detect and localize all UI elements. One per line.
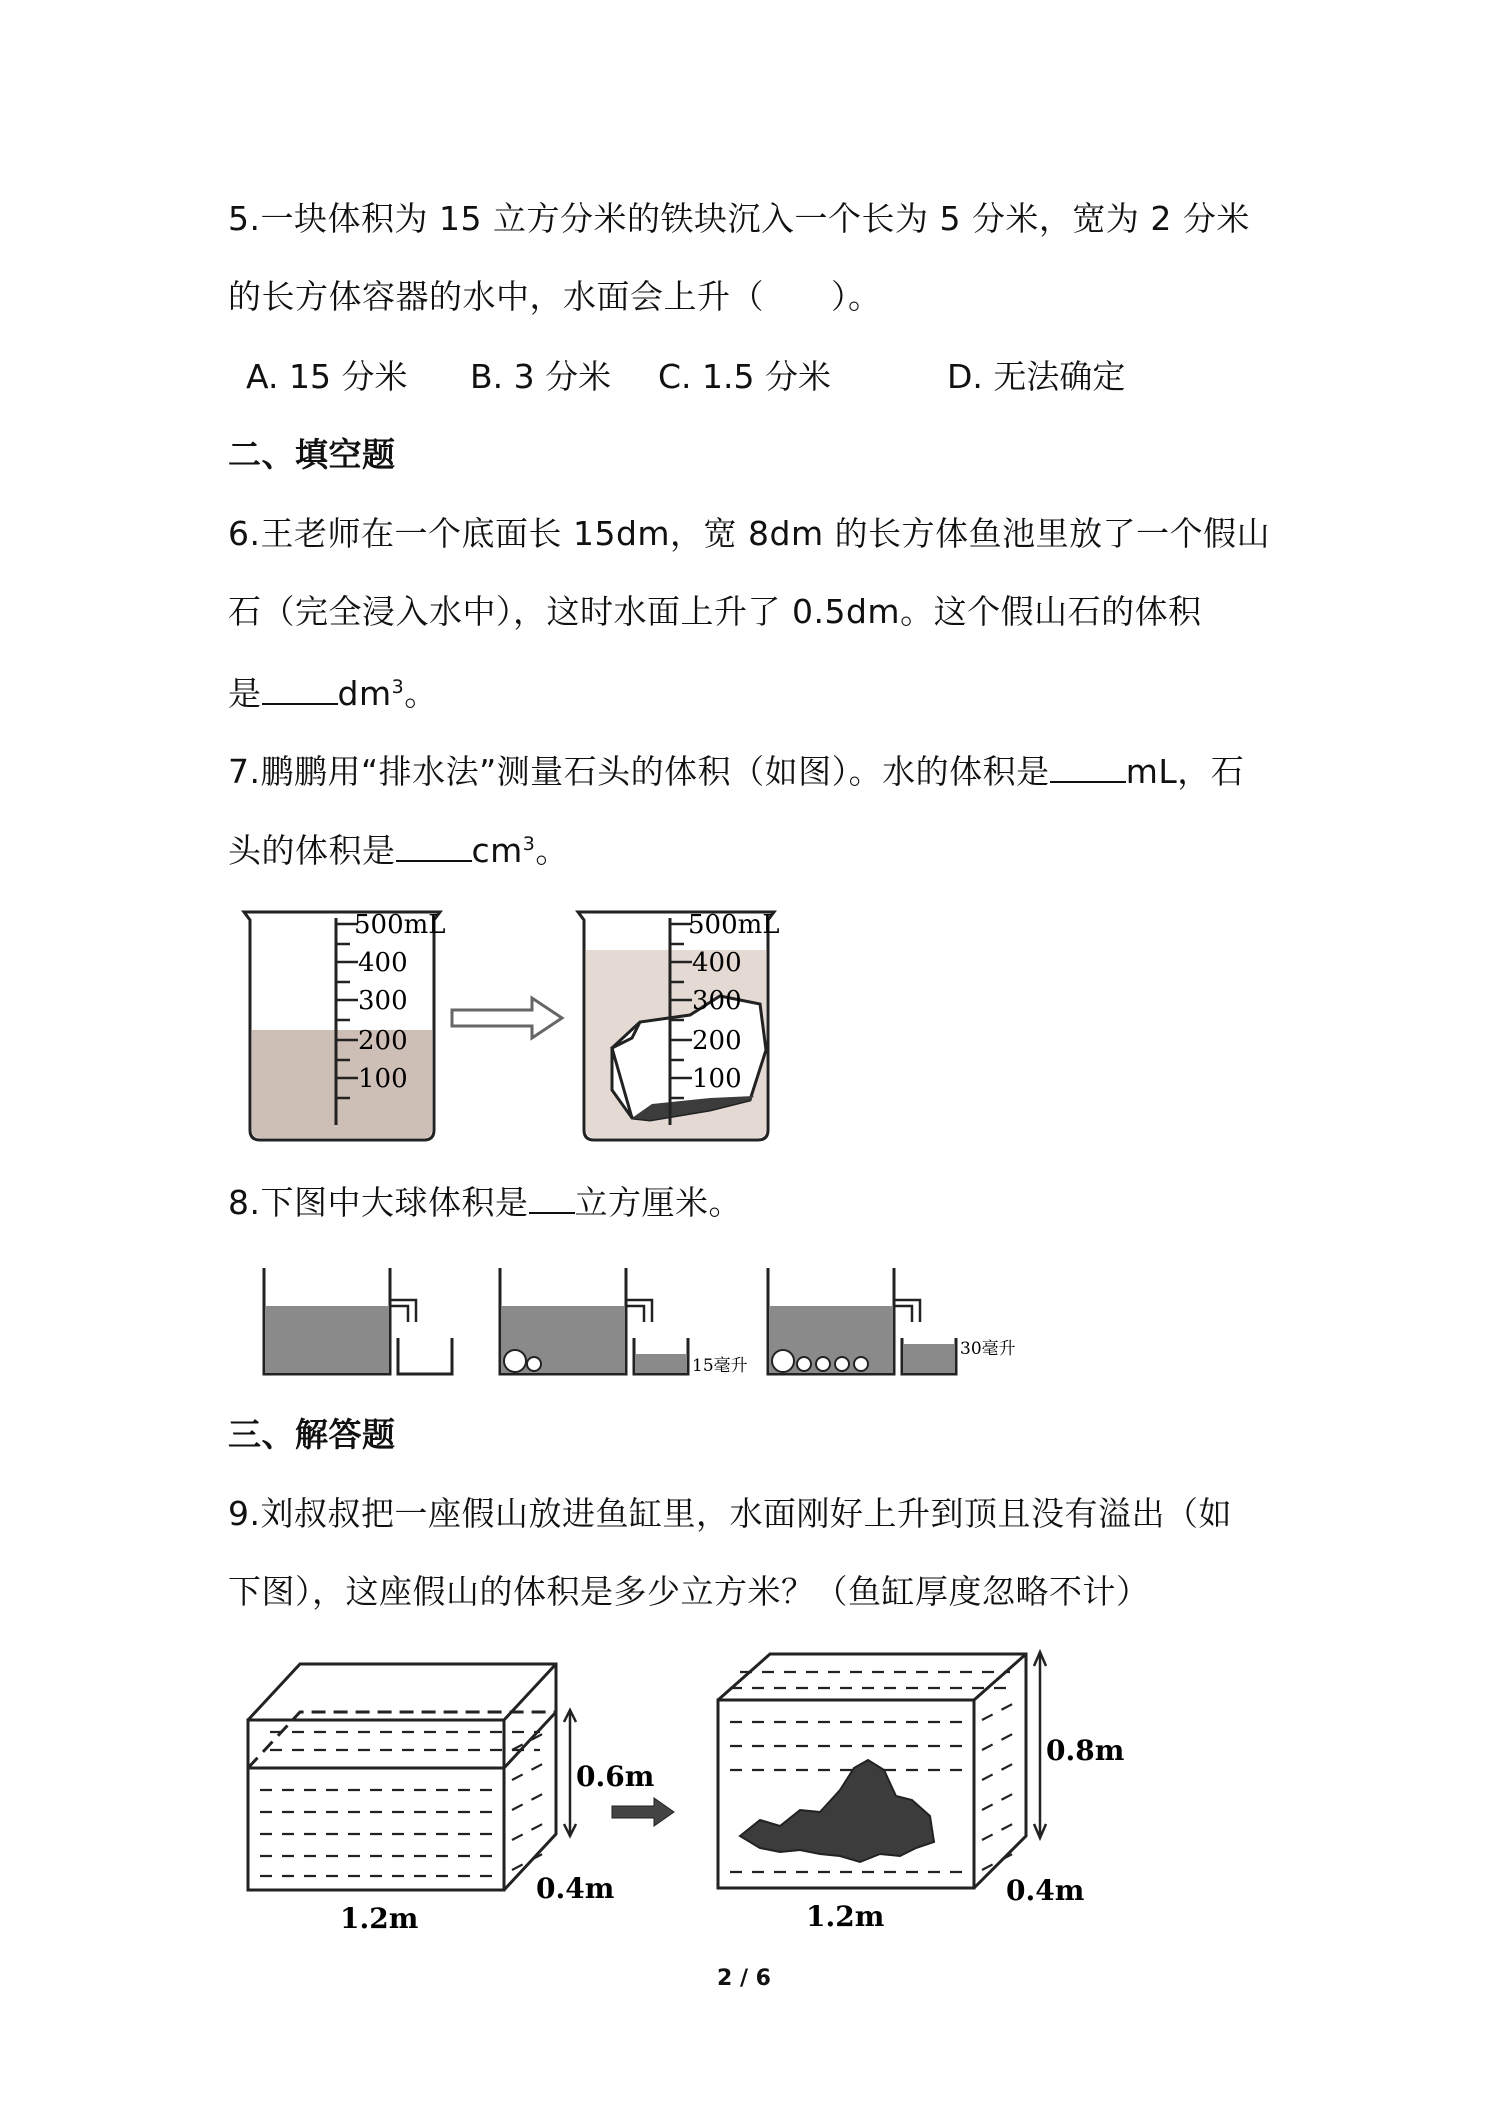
q9-right-length: 1.2m [806,1900,885,1933]
scale-label-400: 400 [358,948,408,978]
q5-line-1: 5.一块体积为 15 立方分米的铁块沉入一个长为 5 分米，宽为 2 分米 [228,199,1250,238]
q8-label-15ml: 15毫升 [692,1356,748,1376]
q5-option-c: C. 1.5 分米 [658,357,831,396]
q5-option-d: D. 无法确定 [947,357,1126,396]
beaker-before [244,910,446,1140]
q6-text-post: 。 [404,674,438,713]
q9-tank-figure [240,1650,1125,1935]
q5-line-2: 的长方体容器的水中，水面会上升（ ）。 [228,277,882,316]
beaker-after [578,910,780,1140]
q8-text-a: 8.下图中大球体积是 [228,1183,529,1222]
q7-text-c: 头的体积是 [228,831,396,870]
q8-text-b: 立方厘米。 [574,1183,742,1222]
scale-label-400b: 400 [692,948,742,978]
scale-label-100b: 100 [692,1064,742,1094]
scale-label-200b: 200 [692,1026,742,1056]
q5-option-a: A. 15 分米 [246,357,408,396]
q7-beaker-figure [240,900,800,1150]
q9-left-height: 0.6m [576,1760,655,1793]
q6-unit-exponent: 3 [391,676,405,698]
q9-left-length: 1.2m [340,1902,419,1935]
overflow-set-3 [768,1268,1016,1374]
scale-label-100: 100 [358,1064,408,1094]
q8-label-30ml: 30毫升 [960,1339,1016,1359]
q6-line-1: 6.王老师在一个底面长 15dm，宽 8dm 的长方体鱼池里放了一个假山 [228,514,1271,553]
q7-text-b: mL，石 [1125,752,1245,791]
q6-text-pre: 是 [228,674,262,713]
q6-answer-blank[interactable] [262,669,338,705]
q7-stone-volume-blank[interactable] [396,826,472,862]
q9-right-width: 0.4m [1006,1874,1085,1907]
q6-unit: dm [337,674,392,713]
section-heading-solution: 三、解答题 [228,1415,396,1454]
overflow-set-2 [500,1268,748,1376]
q6-line-3 [228,669,438,716]
q7-unit: cm [471,831,523,870]
q9-line-2: 下图），这座假山的体积是多少立方米？（鱼缸厚度忽略不计） [228,1572,1150,1611]
q9-left-width: 0.4m [536,1872,615,1905]
arrow-icon [452,998,562,1038]
q8-answer-blank[interactable] [529,1178,575,1214]
q8-overflow-figure [258,1258,1058,1378]
section-heading-fill-blank: 二、填空题 [228,435,396,474]
overflow-set-1 [264,1268,452,1374]
scale-label-300b: 300 [692,986,742,1016]
q9-line-1: 9.刘叔叔把一座假山放进鱼缸里，水面刚好上升到顶且没有溢出（如 [228,1494,1232,1533]
q9-right-height: 0.8m [1046,1734,1125,1767]
q7-unit-exponent: 3 [522,833,536,855]
q5-option-b: B. 3 分米 [470,357,612,396]
scale-label-500: 500mL [354,910,446,940]
arrow-icon-2 [612,1798,674,1826]
tank-before [248,1664,576,1890]
q8-line-1 [228,1178,742,1225]
q7-text-post: 。 [535,831,569,870]
q7-line-2 [228,826,569,873]
q7-water-volume-blank[interactable] [1050,747,1126,783]
scale-label-300: 300 [358,986,408,1016]
scale-label-200: 200 [358,1026,408,1056]
q6-line-2: 石（完全浸入水中），这时水面上升了 0.5dm。这个假山石的体积 [228,592,1202,631]
q7-line-1 [228,747,1244,794]
page-number: 2 / 6 [717,1966,771,1991]
scale-label-500b: 500mL [688,910,780,940]
q7-text-a: 7.鹏鹏用“排水法”测量石头的体积（如图）。水的体积是 [228,752,1050,791]
rockery [740,1760,934,1862]
